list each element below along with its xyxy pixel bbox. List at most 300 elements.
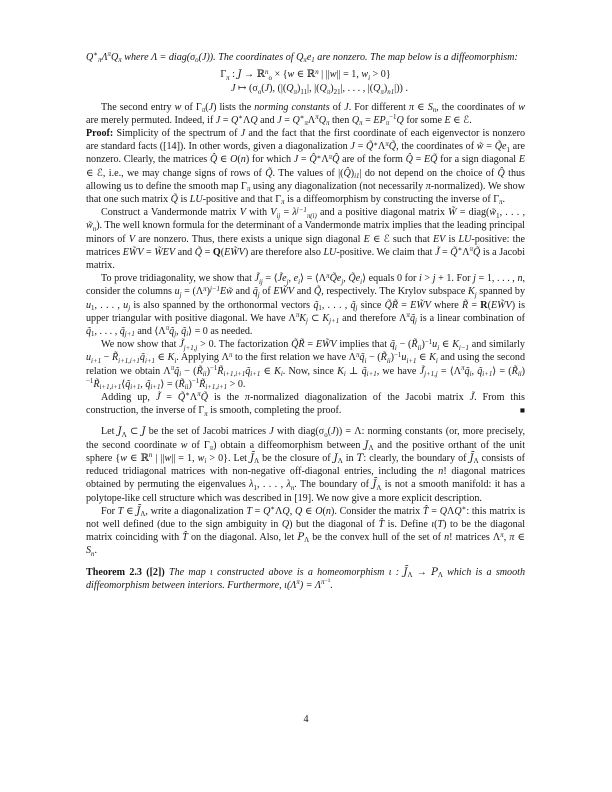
text-run: , . . . ,: [94, 326, 120, 338]
paragraph-proof: [86, 127, 525, 206]
text-run: Λ: [304, 537, 310, 545]
text-run: ∗: [316, 153, 322, 161]
text-run: is: [177, 194, 190, 206]
text-run: Q: [250, 114, 258, 126]
text-run: Simplicity of the spectrum of: [113, 128, 241, 140]
text-run: π: [244, 392, 250, 404]
text-run: Q̂: [343, 167, 351, 179]
page-number: 4: [303, 714, 309, 725]
text-run: q̃: [252, 286, 258, 298]
text-run: w: [174, 101, 182, 113]
text-run: = (Λ: [181, 286, 204, 298]
text-run: is a linear combination of: [416, 312, 525, 324]
text-run: For: [101, 505, 118, 517]
text-run: , the coordinates of: [436, 101, 519, 113]
text-run: implies that: [336, 339, 390, 351]
text-run: e: [282, 273, 287, 285]
text-run: E: [444, 114, 451, 126]
text-run: K: [299, 312, 307, 324]
text-run: J: [333, 452, 338, 464]
text-run: =: [143, 246, 155, 258]
text-run: n: [315, 68, 319, 76]
text-run: i+1,i+1: [223, 370, 246, 378]
text-run: ⊥: [345, 365, 362, 377]
text-run: Q̃: [200, 392, 208, 404]
text-run: =: [398, 299, 411, 311]
text-run: π: [359, 120, 363, 128]
text-run: ): [297, 83, 301, 95]
text-run: be the set of Jacobi matrices: [145, 426, 270, 438]
text-run: Q̃: [177, 392, 186, 404]
text-run: :: [391, 566, 404, 578]
text-run: ∗: [185, 391, 190, 399]
text-run: S: [86, 545, 92, 557]
text-run: π: [296, 579, 300, 587]
text-run: Q: [373, 83, 381, 95]
text-run: q̃: [145, 378, 151, 390]
text-run: ): [390, 352, 395, 364]
text-run: O: [315, 505, 323, 517]
text-run: n: [265, 68, 269, 76]
text-run: ): [350, 167, 355, 179]
text-run: Q̂: [309, 154, 317, 166]
text-run: o: [324, 431, 328, 439]
text-run: Q̃: [450, 246, 458, 258]
text-run: = 1, . . . ,: [475, 273, 518, 285]
text-run: Q: [263, 505, 271, 517]
text-run: R̃: [380, 352, 387, 364]
text-run: ) = Λ: [299, 579, 321, 591]
text-run: ! matrices Λ: [449, 532, 501, 544]
text-run: q̃: [361, 365, 367, 377]
text-run: n: [290, 484, 295, 492]
text-run: q̃: [125, 378, 131, 390]
text-run: j−1: [209, 285, 220, 293]
text-run: J̄: [372, 479, 377, 491]
text-run: (J)). The coordinates of Q: [198, 52, 304, 63]
text-run: −1: [86, 378, 94, 386]
text-run: 1: [506, 146, 510, 154]
text-run: =: [304, 339, 316, 351]
text-run: LU: [323, 246, 337, 258]
text-run: =: [281, 114, 293, 126]
text-run: w̃: [489, 207, 497, 219]
text-run: π: [321, 579, 325, 587]
text-run: Proof:: [86, 128, 114, 140]
text-run: T̂: [422, 505, 429, 517]
text-run: ) lists the: [213, 101, 255, 113]
text-run: w: [164, 452, 172, 464]
text-run: , respectively. The Krylov subspace: [321, 286, 468, 298]
text-run: u: [86, 352, 92, 364]
text-run: w: [518, 101, 525, 113]
text-run: 21: [333, 88, 341, 96]
text-run: are nonzero. Thus, there exists a unique sign diagonal: [135, 233, 364, 245]
text-run: →: [412, 566, 432, 578]
text-run: | ||: [318, 69, 330, 81]
text-run: π: [97, 57, 102, 65]
text-run: Q̂: [209, 154, 218, 166]
text-run: > 0}: [370, 69, 391, 81]
text-run: EW̃V: [410, 299, 431, 311]
text-run: λ: [286, 479, 291, 491]
text-run: π: [204, 410, 208, 418]
text-run: T: [117, 505, 124, 517]
text-run: i: [368, 74, 371, 82]
text-run: with diag(σ: [273, 426, 325, 438]
text-run: (Λ: [286, 579, 297, 591]
text-run: =: [160, 392, 178, 404]
text-run: S: [427, 101, 433, 113]
text-run: −1: [324, 577, 331, 584]
text-run: 1: [253, 484, 257, 492]
text-run: π: [326, 272, 330, 280]
text-run: J̃: [254, 273, 259, 285]
text-run: ii: [386, 357, 391, 365]
text-run: ,: [343, 273, 349, 285]
text-run: ⊂: [307, 312, 323, 324]
text-run: ) to be the diagonal matrix coinciding with: [86, 518, 526, 544]
text-run: ii: [184, 384, 189, 392]
text-run: =: [468, 299, 481, 311]
text-run: .: [94, 545, 98, 557]
text-run: Q: [294, 505, 303, 517]
text-run: (: [220, 246, 225, 258]
text-run: and using the second relation we obtain Λ: [86, 352, 525, 377]
text-run: q̃: [477, 365, 483, 377]
text-run: i: [394, 344, 397, 352]
text-run: π: [293, 88, 298, 96]
text-run: J: [237, 69, 242, 81]
text-run: q̃: [174, 365, 180, 377]
text-run: .: [330, 579, 333, 591]
paragraph-norming-constants: [86, 101, 525, 127]
text-run: i: [364, 357, 367, 365]
text-run: since: [357, 299, 385, 311]
text-run: ): [206, 365, 210, 377]
text-run: J: [269, 426, 274, 438]
text-run: in: [342, 452, 357, 464]
text-run: . Now, since: [282, 365, 338, 377]
text-run: , . . . ,: [257, 479, 287, 491]
text-run: i+1: [150, 384, 161, 392]
text-run: > 0.: [227, 378, 246, 390]
text-run: j: [174, 331, 177, 339]
text-run: q̃: [169, 326, 175, 338]
text-run: Q: [454, 505, 462, 517]
text-run: ⟨: [121, 378, 126, 390]
text-run: for a sign diagonal: [437, 154, 519, 166]
text-run: on the diagonal. Also, let: [187, 532, 298, 544]
text-run: P: [379, 114, 386, 126]
text-run: , consider the columns: [86, 273, 526, 298]
text-run: i+1: [250, 370, 261, 378]
text-run: π: [328, 153, 333, 161]
text-run: with: [245, 207, 271, 219]
text-run: =: [298, 154, 310, 166]
text-run: : clearly, the boundary of: [363, 452, 470, 464]
text-run: is the: [207, 392, 245, 404]
text-run: , write a diagonalization: [145, 505, 247, 517]
text-run: j: [432, 273, 436, 285]
text-run: J̄: [136, 505, 141, 517]
equation-line-2: [100, 82, 539, 95]
text-run: then: [329, 114, 352, 126]
text-run: . For different: [348, 101, 410, 113]
text-run: |, |(: [307, 83, 320, 95]
text-run: Λ: [242, 114, 251, 126]
text-run: Q̃: [170, 194, 178, 206]
text-run: j: [341, 278, 344, 286]
text-run: ⟩ = (: [160, 378, 179, 390]
text-run: ii: [417, 344, 422, 352]
text-run: j: [414, 318, 417, 326]
text-run: π: [425, 180, 431, 192]
text-run: ⟩ = ⟨Λ: [300, 273, 327, 285]
text-run: E: [373, 114, 380, 126]
text-run: π: [385, 120, 390, 128]
text-run: e: [355, 273, 361, 285]
text-run: i: [360, 278, 363, 286]
text-run: ↦ (σ: [235, 83, 258, 95]
text-run: i: [419, 273, 422, 285]
text-run: π: [295, 312, 300, 320]
text-run: π: [315, 114, 319, 122]
text-run: J: [293, 154, 299, 166]
text-run: ⟩ = (: [492, 365, 512, 377]
text-run: ∗: [270, 505, 276, 513]
text-run: q̃: [359, 352, 365, 364]
text-run: q̃: [245, 365, 251, 377]
text-run: i+1: [91, 357, 102, 365]
text-run: e: [336, 273, 342, 285]
text-run: and therefore Λ: [339, 312, 407, 324]
text-run: π: [246, 186, 251, 194]
text-run: is not a smooth manifold: it has a polytope-like cell structure which was described in [19]. We now give a more explicit description.: [86, 479, 525, 504]
text-run: π: [461, 365, 465, 373]
text-run: || = 1,: [171, 452, 198, 464]
text-run: =: [362, 114, 374, 126]
text-run: J: [208, 101, 214, 113]
text-run: J: [215, 114, 221, 126]
text-run: u: [86, 299, 92, 311]
text-run: V: [270, 207, 277, 219]
text-run: ) is upper triangular with positive diagonal. We have Λ: [86, 299, 526, 324]
text-run: i+1: [366, 370, 377, 378]
text-run: =: [220, 114, 231, 126]
text-run: are nonzero. Clearly, the matrices: [86, 141, 525, 166]
text-run: , the coordinates of: [396, 141, 477, 153]
text-run: =: [354, 141, 367, 153]
text-run: of Γ: [187, 439, 210, 451]
text-run: EW̃V: [224, 246, 245, 258]
text-run: π: [203, 285, 207, 293]
text-run: E: [363, 233, 370, 245]
text-run: | do not depend on the choice of: [359, 167, 498, 179]
text-run: P: [297, 532, 305, 544]
text-run: j: [128, 304, 131, 312]
text-run: π: [380, 88, 384, 96]
text-run: and: [175, 246, 195, 258]
text-run: =: [202, 246, 213, 258]
text-run: j: [473, 273, 476, 285]
text-run: Q̃: [348, 273, 356, 285]
text-run: Q̃: [494, 141, 502, 153]
text-run: R̃: [178, 378, 185, 390]
text-run: R̃: [93, 378, 100, 390]
text-run: Λ: [407, 571, 413, 579]
text-run: ): [383, 83, 388, 95]
paragraph-tridiagonality: [86, 272, 525, 338]
text-run: ∈: [439, 339, 453, 351]
text-run: Q: [439, 505, 448, 517]
text-run: λ: [249, 479, 254, 491]
text-run: and similarly: [468, 339, 525, 351]
text-run: ⊂: [126, 426, 142, 438]
text-run: j−1: [296, 206, 307, 214]
text-run: are of the form: [339, 154, 406, 166]
paragraph-vandermonde: [86, 206, 525, 272]
text-run: Q̃: [194, 246, 203, 258]
text-run: > 0}. Let: [206, 452, 251, 464]
text-run: R̃: [217, 365, 224, 377]
text-run: where Λ = diag(σ: [121, 52, 196, 63]
text-run: , we have: [376, 365, 420, 377]
text-run: i+1,i+1: [205, 384, 228, 392]
text-run: E: [424, 154, 431, 166]
text-run: i: [343, 370, 346, 378]
text-run: Λ: [378, 141, 386, 153]
text-run: ,: [503, 532, 510, 544]
text-run: R̃: [111, 352, 119, 364]
text-run: −: [101, 352, 112, 364]
text-run: π: [281, 199, 285, 207]
text-run: consists of reduced tridiagonal matrices with non-negative off-diagonal entries, including the: [86, 452, 526, 478]
text-run: w: [120, 452, 127, 464]
text-run: . The values of |(: [272, 167, 344, 179]
text-run: ∗: [238, 114, 243, 122]
text-run: j+1,j: [424, 370, 438, 378]
text-run: Q: [231, 114, 239, 126]
text-run: constructed above is a homeomorphism: [212, 566, 389, 578]
text-run: π: [170, 365, 175, 373]
text-run: ι: [388, 566, 392, 578]
text-run: Q̃: [366, 141, 374, 153]
text-run: of: [259, 286, 274, 298]
text-run: n: [432, 106, 437, 114]
text-run: ) for which: [245, 154, 294, 166]
text-run: π: [107, 51, 111, 59]
text-run: are merely permuted. Indeed, if: [86, 114, 216, 126]
text-run: )) = Λ: norming constants (or, more precisely, the second coordinate: [86, 426, 525, 451]
text-run: =: [251, 505, 264, 517]
text-run: || = 1,: [336, 69, 362, 81]
text-run: Q: [351, 114, 360, 126]
text-run: o: [268, 74, 272, 82]
text-run: K: [337, 365, 344, 377]
text-run: and a positive diagonal matrix: [316, 207, 449, 219]
text-run: ⟩ equals 0 for: [362, 273, 419, 285]
text-run: ∈: [514, 532, 525, 544]
text-run: > 0. The factorization: [197, 339, 292, 351]
text-run: 1: [91, 304, 95, 312]
text-run: Q̃: [473, 246, 481, 258]
paragraph-jacobi-set: [86, 425, 525, 504]
text-run: w: [180, 439, 188, 451]
text-run: n: [438, 466, 444, 478]
text-run: ): [421, 339, 425, 351]
text-run: | ||: [152, 452, 165, 464]
text-run: Q: [318, 114, 326, 126]
text-run: e: [293, 273, 299, 285]
text-run: n: [92, 225, 97, 233]
text-run: J̄: [250, 452, 255, 464]
text-run: j: [286, 278, 289, 286]
text-run: J: [117, 426, 122, 438]
text-run: Γ: [220, 69, 227, 81]
text-run: (: [261, 83, 265, 95]
text-run: e: [306, 52, 312, 63]
text-run: Λ: [368, 444, 374, 452]
text-run: is: [445, 233, 459, 245]
text-run: q̃: [313, 299, 319, 311]
text-run: o: [257, 88, 262, 96]
text-run: Λ: [447, 505, 455, 517]
text-run: ,: [288, 273, 294, 285]
text-run: π: [499, 199, 503, 207]
text-run: j: [179, 291, 182, 299]
text-run: of Γ: [181, 101, 202, 113]
text-run: n: [148, 452, 153, 460]
text-run: i: [179, 370, 182, 378]
text-run: = ⟨: [262, 273, 278, 285]
text-run: ι: [431, 518, 435, 530]
text-run: J̄: [469, 452, 474, 464]
text-run: ∗: [93, 51, 98, 59]
text-run: i: [186, 331, 189, 339]
text-run: n: [91, 550, 95, 558]
text-run: i: [469, 370, 472, 378]
text-run: −1: [389, 114, 397, 122]
text-run: ∈: [123, 505, 137, 517]
text-run: which is a smooth diffeomorphism between interiors. Furthermore,: [86, 566, 525, 591]
text-run: π: [325, 120, 330, 128]
text-run: ∗: [299, 114, 305, 122]
text-run: i+1: [144, 357, 155, 365]
text-run: w: [329, 69, 337, 81]
text-run: ): [188, 378, 192, 390]
text-run: =: [439, 246, 451, 258]
text-run: and: [232, 286, 253, 298]
text-run: i+1: [482, 370, 493, 378]
text-run: T: [356, 452, 364, 464]
text-run: -positive: the matrices: [86, 233, 526, 258]
text-run: i+1,i+1: [118, 357, 140, 365]
text-run: K: [429, 352, 436, 364]
text-run: i+1,i+1: [99, 384, 122, 392]
text-run: Q̃: [265, 167, 273, 179]
text-run: is a Jacobi matrix.: [86, 246, 526, 272]
text-run: Q̃R̃: [291, 339, 305, 351]
paragraph-iota-map: [86, 505, 525, 558]
text-run: u: [123, 299, 129, 311]
text-run: =: [428, 505, 440, 517]
equation-line-1: [86, 68, 525, 81]
text-run: W̃EV: [154, 246, 176, 258]
text-run: ∈ ℰ, i.e., we may change signs of rows of: [86, 167, 266, 179]
text-run: ∈: [414, 101, 428, 113]
text-run: Q: [282, 505, 290, 517]
